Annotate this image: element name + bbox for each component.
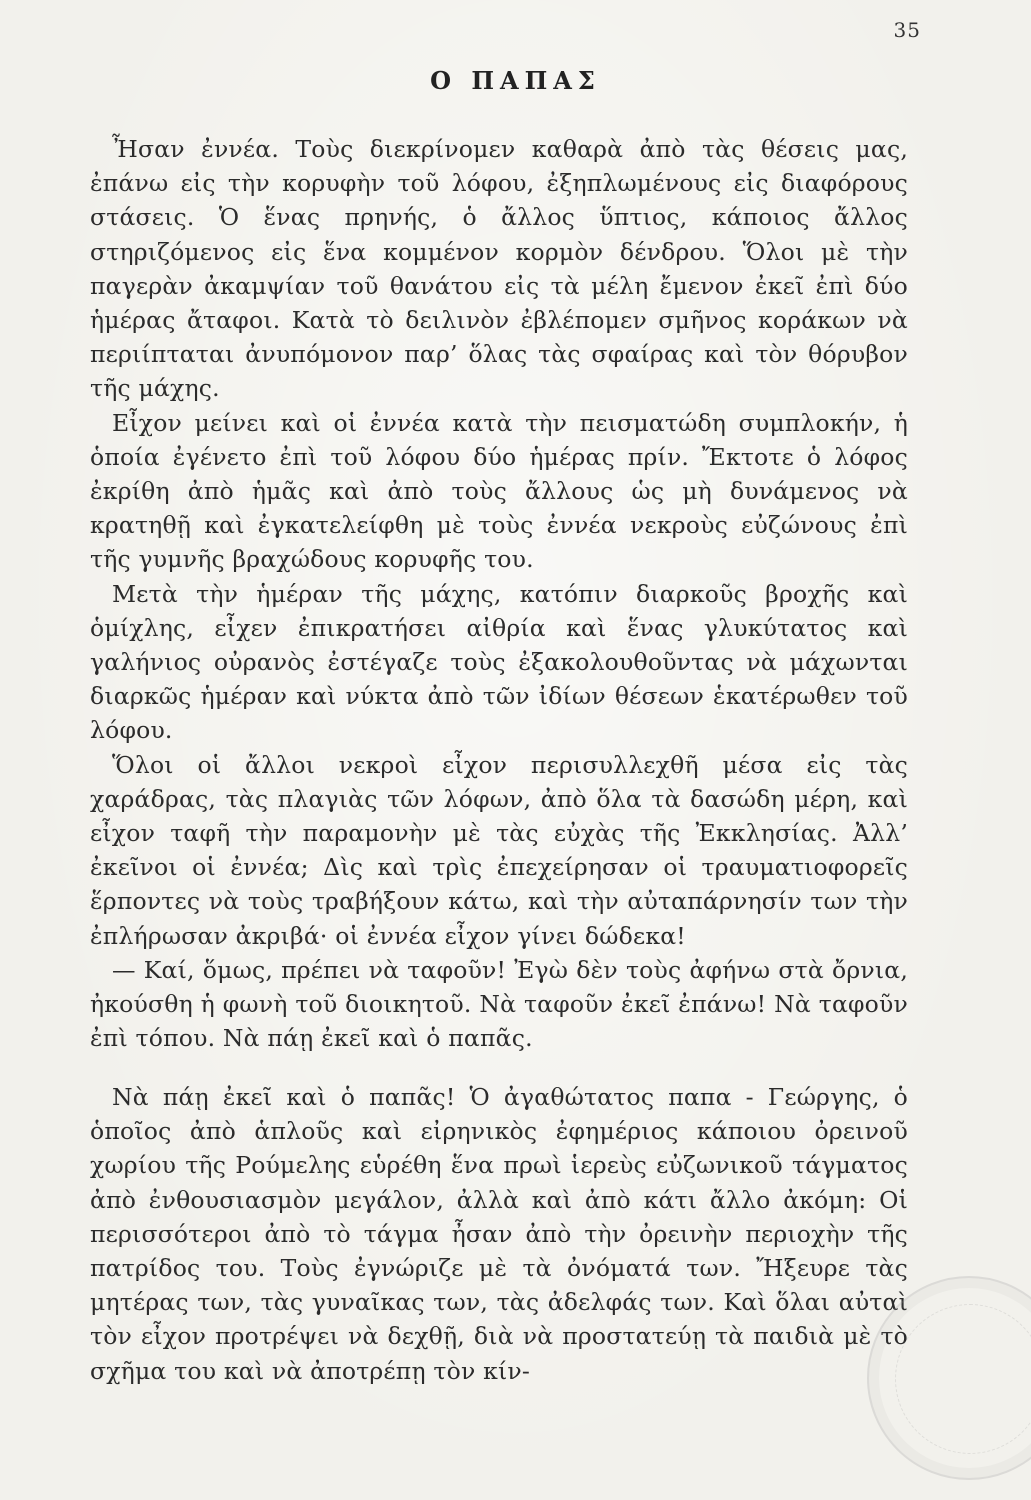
paragraph: Μετὰ τὴν ἡμέραν τῆς μάχης, κατόπιν διαρκοῦς βροχῆς καὶ ὁμίχλης, εἶχεν ἐπικρατήσει αἰθρία καὶ ἕνας γλυκύτατος καὶ γαλήνιος οὐρανὸς ἐστέγαζε τοὺς ἐξακολουθοῦντας νὰ μάχωνται διαρκῶς ἡμέραν καὶ νύκτα ἀπὸ τῶν ἰδίων θέσεων ἑκατέρωθεν τοῦ λόφου.	[90, 579, 908, 745]
page-number: 35	[893, 18, 921, 42]
paragraph: Εἶχον μείνει καὶ οἱ ἐννέα κατὰ τὴν πεισματώδη συμπλοκήν, ἡ ὁποία ἐγένετο ἐπὶ τοῦ λόφου δύο ἡμέρας πρίν. Ἔκτοτε ὁ λόφος ἐκρίθη ἀπὸ ἡμᾶς καὶ ἀπὸ τοὺς ἄλλους ὡς μὴ δυνάμενος νὰ κρατηθῇ καὶ ἐγκατελείφθη μὲ τοὺς ἐννέα νεκροὺς εὐζώνους ἐπὶ τῆς γυμνῆς βραχώδους κορυφῆς του.	[90, 408, 908, 574]
paragraph: — Καί, ὅμως, πρέπει νὰ ταφοῦν! Ἐγὼ δὲν τοὺς ἀφήνω στὰ ὄρνια, ἠκούσθη ἡ φωνὴ τοῦ διοικητοῦ. Νὰ ταφοῦν ἐκεῖ ἐπάνω! Νὰ ταφοῦν ἐπὶ τόπου. Νὰ πάῃ ἐκεῖ καὶ ὁ παπᾶς.	[90, 955, 908, 1053]
body-section-1	[90, 132, 908, 1055]
chapter-title: Ο ΠΑΠΑΣ	[430, 66, 601, 95]
stamp-inner-ring	[895, 1304, 1031, 1454]
paragraph: Ἦσαν ἐννέα. Τοὺς διεκρίνομεν καθαρὰ ἀπὸ τὰς θέσεις μας, ἐπάνω εἰς τὴν κορυφὴν τοῦ λόφου, ἐξηπλωμένους εἰς διαφόρους στάσεις. Ὁ ἕνας πρηνής, ὁ ἄλλος ὕπτιος, κάποιος ἄλλος στηριζόμενος εἰς ἕνα κομμένον κορμὸν δένδρου. Ὅλοι μὲ τὴν παγερὰν ἀκαμψίαν τοῦ θανάτου εἰς τὰ μέλη ἔμενον ἐκεῖ ἐπὶ δύο ἡμέρας ἄταφοι. Κατὰ τὸ δειλινὸν ἐβλέπομεν σμῆνος κοράκων νὰ περιίπταται ἀνυπόμονον παρ’ ὅλας τὰς σφαίρας καὶ τὸν θόρυβον τῆς μάχης.	[90, 135, 908, 403]
paragraph: Ὅλοι οἱ ἄλλοι νεκροὶ εἶχον περισυλλεχθῆ μέσα εἰς τὰς χαράδρας, τὰς πλαγιὰς τῶν λόφων, ἀπὸ ὅλα τὰ δασώδη μέρη, καὶ εἶχον ταφῆ τὴν παραμονὴν μὲ τὰς εὐχὰς τῆς Ἐκκλησίας. Ἀλλ’ ἐκεῖνοι οἱ ἐννέα; Δὶς καὶ τρὶς ἐπεχείρησαν οἱ τραυματιοφορεῖς ἕρποντες νὰ τοὺς τραβήξουν κάτω, καὶ τὴν αὐταπάρνησίν των τὴν ἐπλήρωσαν ἀκριβά· οἱ ἐννέα εἶχον γίνει δώδεκα!	[90, 750, 908, 950]
body-section-2	[90, 1080, 908, 1388]
paragraph: Νὰ πάῃ ἐκεῖ καὶ ὁ παπᾶς! Ὁ ἀγαθώτατος παπα - Γεώργης, ὁ ὁποῖος ἀπὸ ἁπλοῦς καὶ εἰρηνικὸς ἐφημέριος κάποιου ὀρεινοῦ χωρίου τῆς Ρούμελης εὑρέθη ἕνα πρωὶ ἱερεὺς εὐζωνικοῦ τάγματος ἀπὸ ἐνθουσιασμὸν μεγάλον, ἀλλὰ καὶ ἀπὸ κάτι ἄλλο ἀκόμη: Οἱ περισσότεροι ἀπὸ τὸ τάγμα ἦσαν ἀπὸ τὴν ὀρεινὴν περιοχὴν τῆς πατρίδος του. Τοὺς ἐγνώριζε μὲ τὰ ὀνόματά των. Ἤξευρε τὰς μητέρας των, τὰς γυναῖκας των, τὰς ἀδελφάς των. Καὶ ὅλαι αὐταὶ τὸν εἶχον προτρέψει νὰ δεχθῇ, διὰ νὰ προστατεύῃ τὰ παιδιὰ μὲ τὸ σχῆμα του καὶ νὰ ἀποτρέπῃ τὸν κίν-	[90, 1083, 908, 1385]
